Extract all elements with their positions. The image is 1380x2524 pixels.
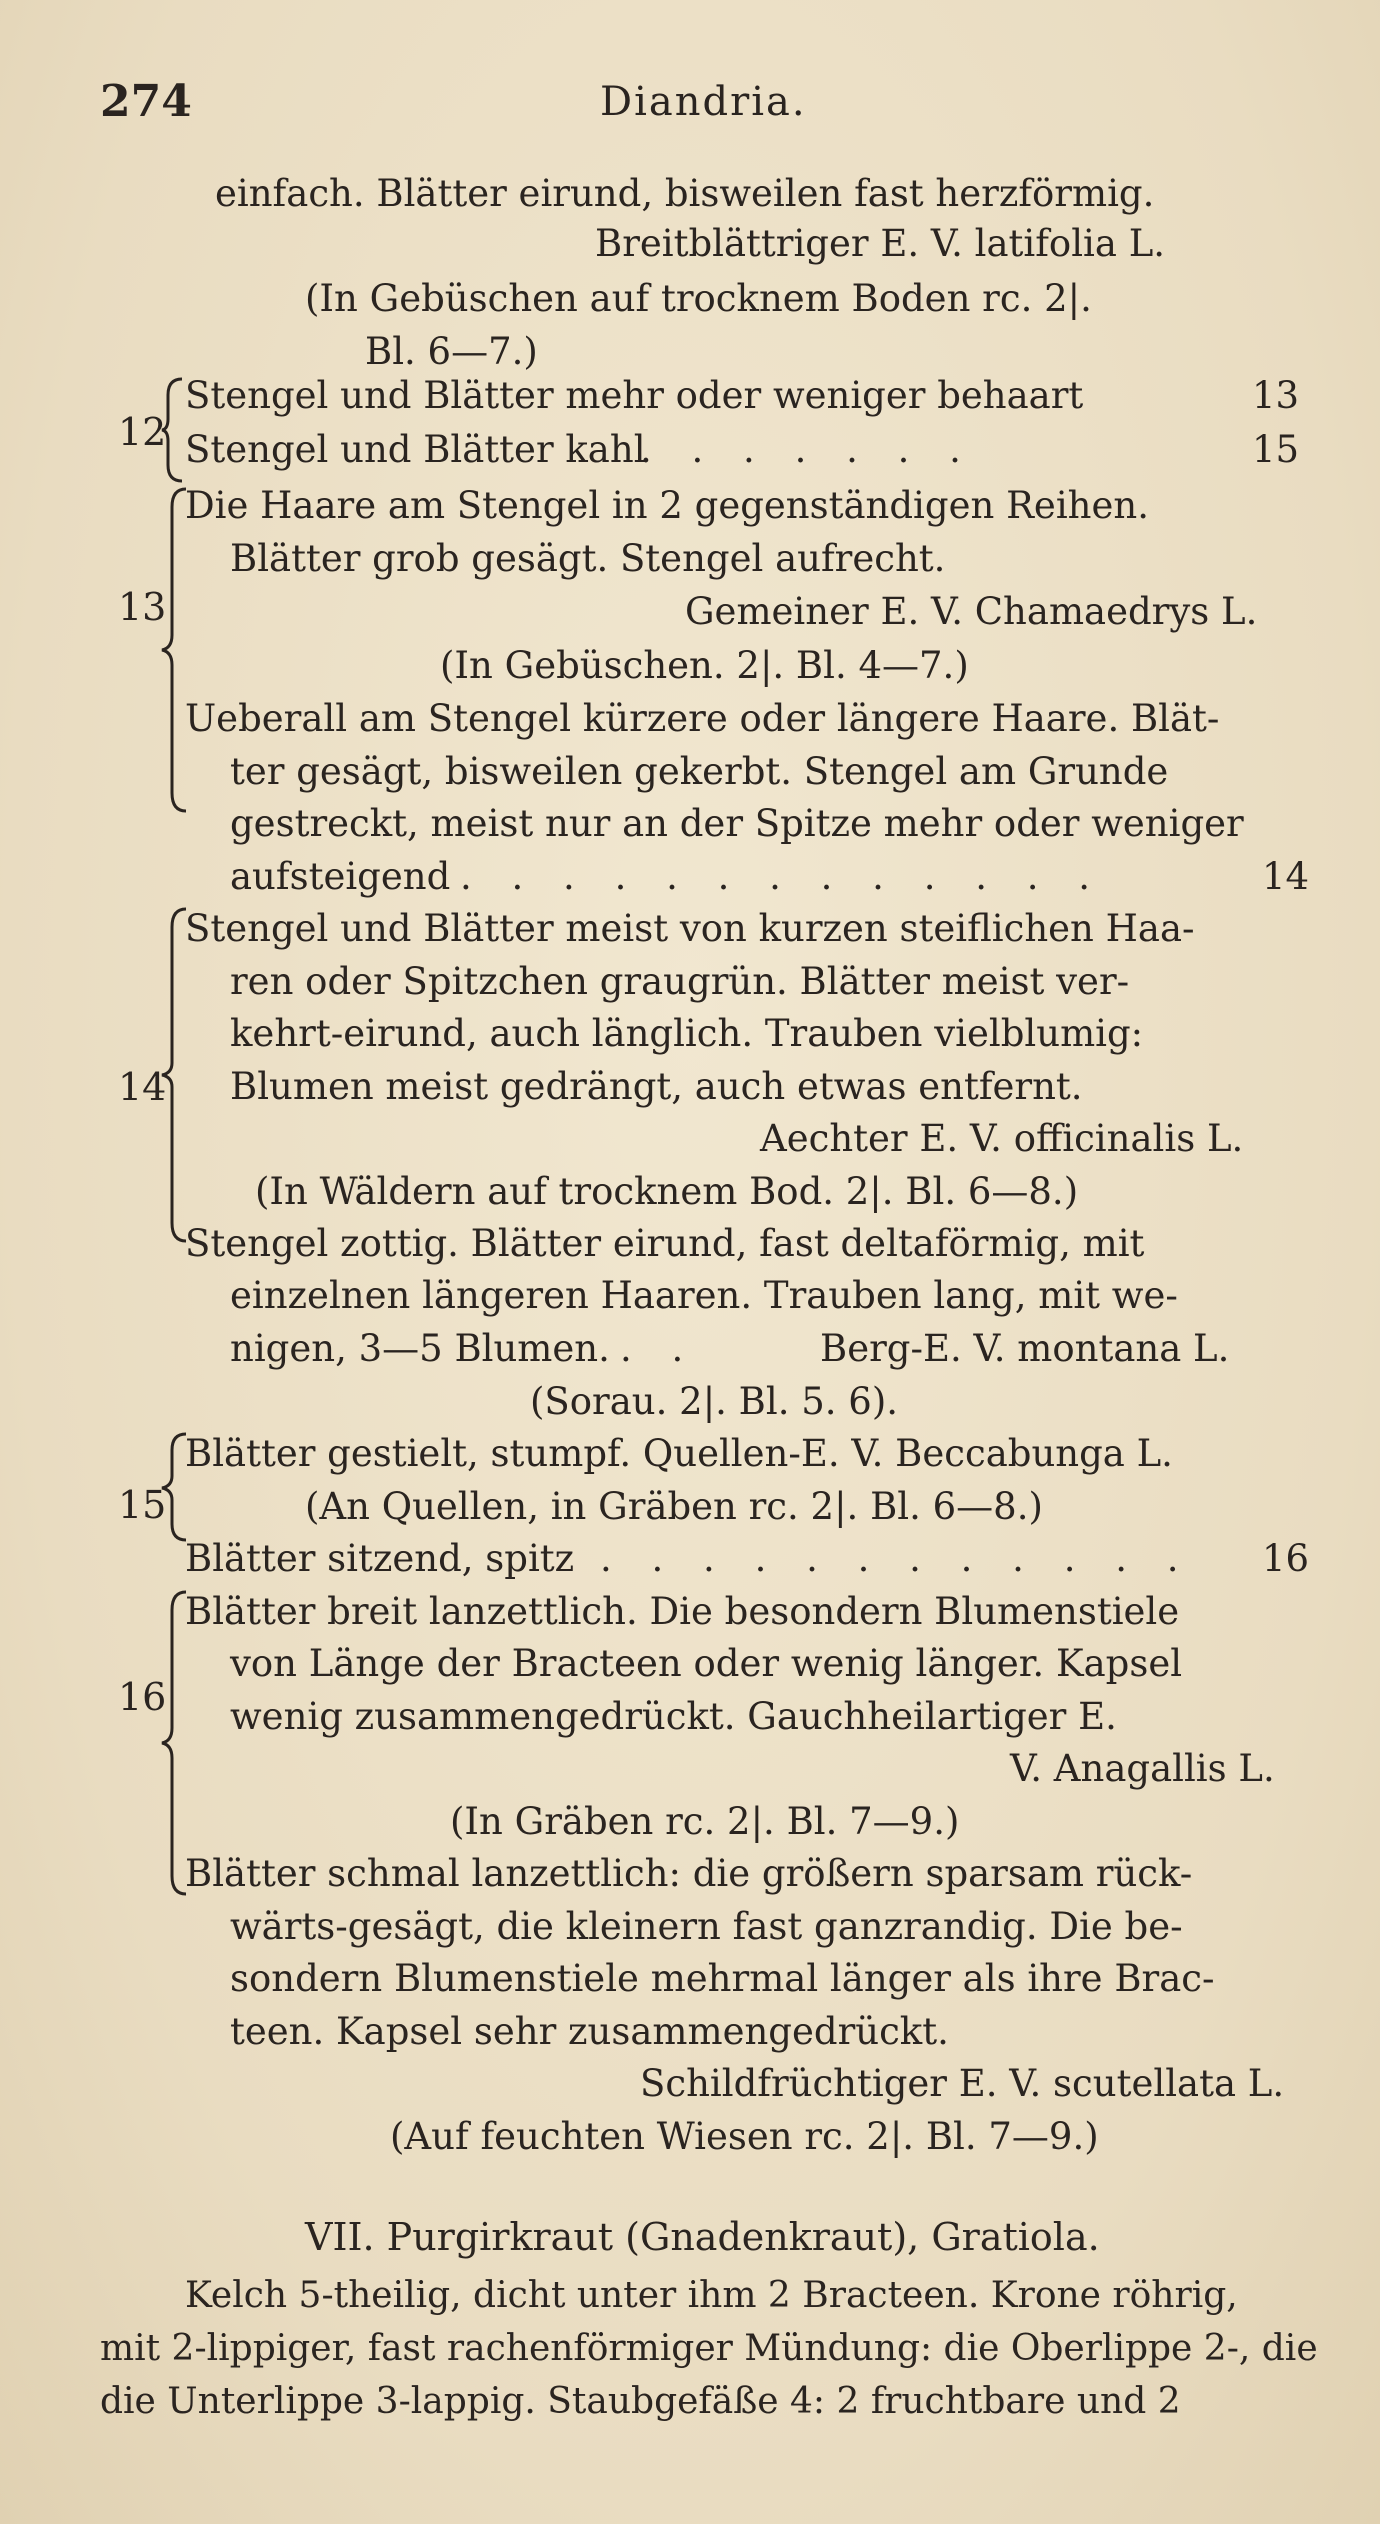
text-line: teen. Kapsel sehr zusammengedrückt. bbox=[230, 2010, 949, 2053]
text-line: Blumen meist gedrängt, auch etwas entfernt. bbox=[230, 1065, 1083, 1108]
key-target: 15 bbox=[1252, 428, 1300, 471]
text-line: ter gesägt, bisweilen gekerbt. Stengel am Grunde bbox=[230, 750, 1169, 793]
key-number-13: 13 bbox=[118, 585, 167, 629]
key-lead: Blätter sitzend, spitz bbox=[185, 1537, 575, 1580]
key-number-12: 12 bbox=[118, 410, 167, 454]
key-lead: Blätter schmal lanzettlich: die größern sparsam rück- bbox=[185, 1852, 1193, 1895]
key-number-15: 15 bbox=[118, 1483, 167, 1527]
running-title: Diandria. bbox=[600, 79, 807, 125]
key-lead: Stengel zottig. Blätter eirund, fast deltaförmig, mit bbox=[185, 1222, 1145, 1265]
text-line: (Auf feuchten Wiesen rc. 2|. Bl. 7—9.) bbox=[390, 2115, 1099, 2158]
species-line: Aechter E. V. officinalis L. bbox=[760, 1117, 1244, 1160]
species-line: Breitblättriger E. V. latifolia L. bbox=[595, 222, 1166, 265]
text-line: wenig zusammengedrückt. Gauchheilartiger E. bbox=[230, 1695, 1117, 1738]
key-number-16: 16 bbox=[118, 1675, 167, 1719]
species-line: Berg-E. V. montana L. bbox=[820, 1327, 1230, 1370]
genus-heading: VII. Purgirkraut (Gnadenkraut), Gratiola. bbox=[305, 2215, 1100, 2259]
leader-dots: . . . . . . . . . . . . bbox=[600, 1537, 1193, 1580]
key-target: 13 bbox=[1252, 374, 1300, 417]
brace-12 bbox=[160, 375, 186, 485]
key-target: 16 bbox=[1262, 1537, 1310, 1580]
text-line: (In Gebüschen auf trocknem Boden rc. 2|. bbox=[305, 277, 1092, 320]
key-lead: Die Haare am Stengel in 2 gegenständigen Reihen. bbox=[185, 484, 1149, 527]
species-line: Gemeiner E. V. Chamaedrys L. bbox=[685, 590, 1258, 633]
text-line: von Länge der Bracteen oder wenig länger. Kapsel bbox=[230, 1642, 1183, 1685]
text-line: sondern Blumenstiele mehrmal länger als ihre Brac- bbox=[230, 1957, 1215, 2000]
text-line: Blätter grob gesägt. Stengel aufrecht. bbox=[230, 537, 946, 580]
text-line: einzelnen längeren Haaren. Trauben lang, mit we- bbox=[230, 1274, 1178, 1317]
text-line: einfach. Blätter eirund, bisweilen fast herzförmig. bbox=[215, 172, 1155, 215]
leader-dots: . . . . . . . bbox=[640, 428, 975, 471]
text-line: ren oder Spitzchen graugrün. Blätter meist ver- bbox=[230, 960, 1130, 1003]
key-lead: Stengel und Blätter meist von kurzen steiflichen Haa- bbox=[185, 907, 1195, 950]
brace-14 bbox=[160, 905, 190, 1245]
text-line: (In Wäldern auf trocknem Bod. 2|. Bl. 6—8.) bbox=[255, 1170, 1079, 1213]
text-line: (An Quellen, in Gräben rc. 2|. Bl. 6—8.) bbox=[305, 1485, 1043, 1528]
text-line: aufsteigend bbox=[230, 855, 451, 898]
brace-13 bbox=[160, 485, 190, 815]
key-number-14: 14 bbox=[118, 1065, 167, 1109]
text-line: Kelch 5-theilig, dicht unter ihm 2 Bracteen. Krone röhrig, bbox=[185, 2275, 1238, 2316]
text-line: Bl. 6—7.) bbox=[365, 330, 538, 373]
key-target: 14 bbox=[1262, 855, 1310, 898]
key-lead: Ueberall am Stengel kürzere oder längere Haare. Blät- bbox=[185, 697, 1220, 740]
text-line: kehrt-eirund, auch länglich. Trauben vielblumig: bbox=[230, 1012, 1144, 1055]
leader-dots: . . . . . . . . . . . . . bbox=[460, 855, 1105, 898]
species-line: V. Anagallis L. bbox=[1010, 1747, 1275, 1790]
key-lead: Stengel und Blätter kahl bbox=[185, 428, 646, 471]
text-line: die Unterlippe 3-lappig. Staubgefäße 4: 2 fruchtbare und 2 bbox=[100, 2381, 1181, 2422]
text-line: nigen, 3—5 Blumen. bbox=[230, 1327, 610, 1370]
text-line: (Sorau. 2|. Bl. 5. 6). bbox=[530, 1380, 899, 1423]
text-line: wärts-gesägt, die kleinern fast ganzrandig. Die be- bbox=[230, 1905, 1183, 1948]
key-lead: Blätter breit lanzettlich. Die besondern Blumenstiele bbox=[185, 1590, 1180, 1633]
species-line: Schildfrüchtiger E. V. scutellata L. bbox=[640, 2062, 1285, 2105]
page-number: 274 bbox=[100, 76, 192, 127]
text-line: (In Gräben rc. 2|. Bl. 7—9.) bbox=[450, 1800, 960, 1843]
text-line: gestreckt, meist nur an der Spitze mehr oder weniger bbox=[230, 802, 1244, 845]
key-lead: Blätter gestielt, stumpf. Quellen-E. V. Beccabunga L. bbox=[185, 1432, 1173, 1475]
text-line: (In Gebüschen. 2|. Bl. 4—7.) bbox=[440, 644, 969, 687]
key-lead: Stengel und Blätter mehr oder weniger behaart bbox=[185, 374, 1084, 417]
text-line: mit 2-lippiger, fast rachenförmiger Mündung: die Oberlippe 2-, die bbox=[100, 2328, 1318, 2369]
leader-dots: . . bbox=[620, 1327, 698, 1370]
